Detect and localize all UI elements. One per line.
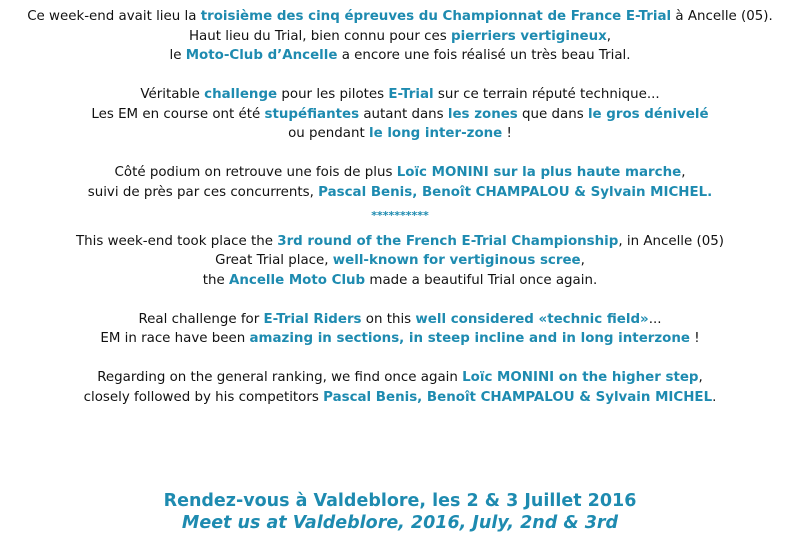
highlight: Ancelle Moto Club (228, 272, 366, 288)
highlight: E-Trial Riders (263, 311, 362, 327)
en-paragraph-3 (0, 368, 800, 407)
highlight: pierriers vertigineux (451, 28, 607, 44)
fr-p3-line-1: Côté podium on retrouve une fois de plus Loïc MONINI sur la plus haute marche, (114, 165, 686, 180)
highlight: Loïc MONINI on the higher step (462, 370, 699, 385)
highlight: well-known for vertiginous scree (332, 253, 581, 268)
fr-p1-line-1: Ce week-end avait lieu la troisième des cinq épreuves du Championnat de France E-Trial à Ancelle (05). (27, 9, 773, 24)
en-paragraph-1 (0, 232, 800, 291)
fr-p2-line-3: ou pendant le long inter-zone ! (288, 126, 512, 141)
fr-p3-line-2: suivi de près par ces concurrents, Pascal Benis, Benoît CHAMPALOU & Sylvain MICHEL. (87, 184, 713, 200)
en-paragraph-2 (0, 310, 800, 349)
announcement-en: Meet us at Valdeblore, 2016, July, 2nd & 3rd (181, 513, 619, 533)
spacer (0, 144, 800, 164)
highlight: E-Trial (388, 87, 434, 102)
fr-p2-line-1: Véritable challenge pour les pilotes E-Trial sur ce terrain réputé technique... (140, 87, 660, 102)
highlight: le gros dénivelé (587, 106, 709, 122)
highlight: Pascal Benis, Benoît CHAMPALOU & Sylvain MICHEL (323, 389, 713, 405)
spacer (0, 349, 800, 369)
highlight: Pascal Benis, Benoît CHAMPALOU & Sylvain MICHEL. (318, 184, 713, 200)
announcement-fr: Rendez-vous à Valdeblore, les 2 & 3 Juillet 2016 (163, 491, 637, 511)
en-p3-line-2: closely followed by his competitors Pascal Benis, Benoît CHAMPALOU & Sylvain MICHEL. (83, 389, 717, 405)
highlight: les zones (447, 106, 518, 122)
en-p1-line-1: This week-end took place the 3rd round of the French E-Trial Championship, in Ancelle (05) (75, 233, 725, 249)
article-body (0, 7, 800, 407)
highlight: amazing in sections, in steep incline and in long interzone (249, 331, 690, 346)
fr-paragraph-3 (0, 163, 800, 202)
highlight: stupéfiantes (264, 106, 360, 122)
highlight: le long inter-zone (368, 126, 503, 141)
en-p1-line-2: Great Trial place, well-known for vertiginous scree, (215, 253, 585, 268)
separator: ********** (371, 209, 429, 222)
highlight: 3rd round of the French E-Trial Championship (277, 233, 619, 249)
fr-p1-line-3: le Moto-Club d’Ancelle a encore une fois réalisé un très beau Trial. (169, 48, 631, 63)
highlight: troisième des cinq épreuves du Championnat de France E-Trial (200, 9, 672, 24)
fr-paragraph-2 (0, 85, 800, 144)
en-p3-line-1: Regarding on the general ranking, we find once again Loïc MONINI on the higher step, (97, 370, 703, 385)
highlight: Moto-Club d’Ancelle (185, 48, 338, 63)
en-p1-line-3: the Ancelle Moto Club made a beautiful Trial once again. (202, 272, 598, 288)
event-announcement (0, 490, 800, 534)
spacer (0, 66, 800, 86)
en-p2-line-2: EM in race have been amazing in sections, in steep incline and in long interzone ! (100, 331, 700, 346)
highlight: well considered «technic field» (415, 311, 649, 327)
fr-paragraph-1 (0, 7, 800, 66)
fr-p1-line-2: Haut lieu du Trial, bien connu pour ces pierriers vertigineux, (188, 28, 612, 44)
en-p2-line-1: Real challenge for E-Trial Riders on this well considered «technic field»... (138, 311, 662, 327)
fr-p2-line-2: Les EM en course ont été stupéfiantes autant dans les zones que dans le gros dénivelé (91, 106, 709, 122)
highlight: Loïc MONINI sur la plus haute marche (396, 165, 682, 180)
spacer (0, 290, 800, 310)
highlight: challenge (204, 87, 278, 102)
